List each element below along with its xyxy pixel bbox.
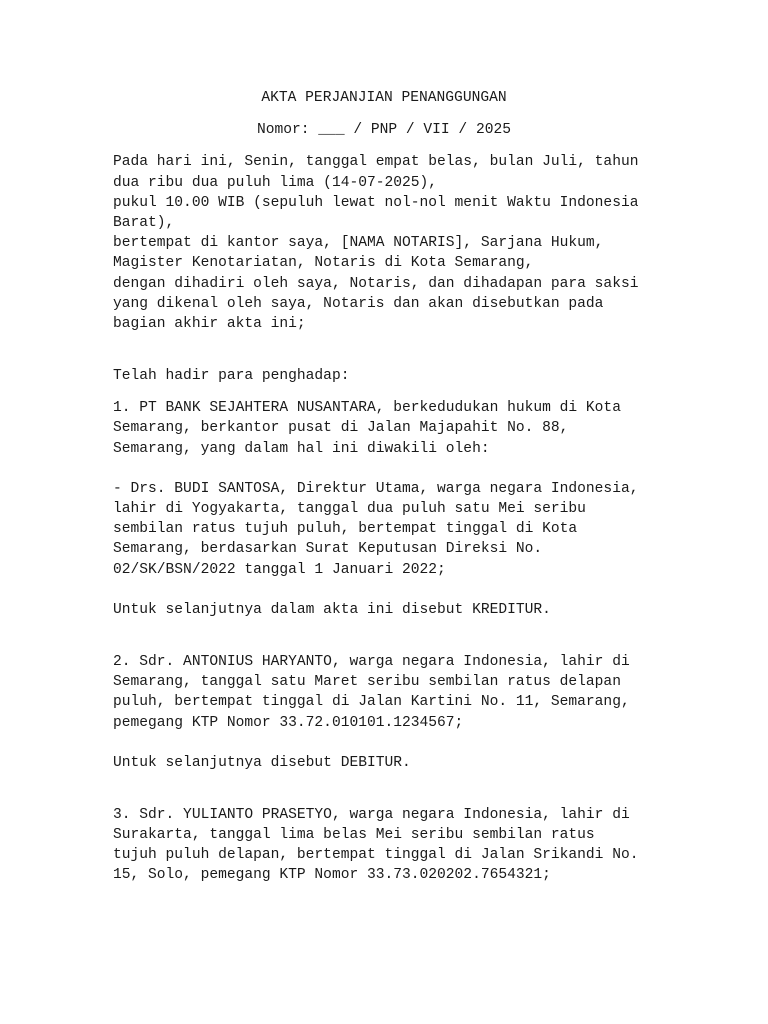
party-3-paragraph — [113, 805, 673, 886]
paragraph-line: bertempat di kantor saya, [NAMA NOTARIS], Sarjana Hukum, — [113, 235, 604, 252]
paragraph-line: Semarang, yang dalam hal ini diwakili oleh: — [113, 440, 490, 457]
party-1-paragraph — [113, 398, 673, 459]
paragraph-line: Pada hari ini, Senin, tanggal empat belas, bulan Juli, tahun — [113, 154, 639, 171]
paragraph-line: Semarang, tanggal satu Maret seribu sembilan ratus delapan — [113, 674, 621, 691]
paragraph-line: Magister Kenotariatan, Notaris di Kota Semarang, — [113, 255, 534, 272]
paragraph-line: Semarang, berdasarkan Surat Keputusan Direksi No. — [113, 541, 543, 558]
opening-paragraph — [113, 152, 673, 334]
paragraph-line: 15, Solo, pemegang KTP Nomor 33.73.020202.7654321; — [113, 867, 551, 884]
party-1-representative — [113, 479, 673, 580]
paragraph-line: pemegang KTP Nomor 33.72.010101.1234567; — [113, 714, 464, 731]
appearers-intro: Telah hadir para penghadap: — [113, 368, 350, 385]
document-page — [113, 88, 673, 886]
paragraph-line: 3. Sdr. YULIANTO PRASETYO, warga negara Indonesia, lahir di — [113, 806, 630, 823]
paragraph-line: puluh, bertempat tinggal di Jalan Kartini No. 11, Semarang, — [113, 694, 630, 711]
paragraph-line: lahir di Yogyakarta, tanggal dua puluh satu Mei seribu — [113, 501, 586, 517]
party-2-role: Untuk selanjutnya disebut DEBITUR. — [113, 754, 411, 771]
party-1-role: Untuk selanjutnya dalam akta ini disebut KREDITUR. — [113, 601, 551, 618]
paragraph-line: Semarang, berkantor pusat di Jalan Majapahit No. 88, — [113, 420, 569, 437]
document-number: Nomor: ___ / PNP / VII / 2025 — [257, 122, 511, 139]
paragraph-line: 2. Sdr. ANTONIUS HARYANTO, warga negara Indonesia, lahir di — [113, 653, 630, 670]
paragraph-line: sembilan ratus tujuh puluh, bertempat tinggal di Kota — [113, 521, 578, 538]
paragraph-line: dua ribu dua puluh lima (14-07-2025), — [113, 174, 438, 191]
paragraph-line: 1. PT BANK SEJAHTERA NUSANTARA, berkedudukan hukum di Kota — [113, 400, 621, 417]
paragraph-line: - Drs. BUDI SANTOSA, Direktur Utama, warga negara Indonesia, — [113, 480, 639, 497]
paragraph-line: tujuh puluh delapan, bertempat tinggal di Jalan Srikandi No. — [113, 847, 639, 864]
paragraph-line: pukul 10.00 WIB (sepuluh lewat nol-nol menit Waktu Indonesia — [113, 194, 639, 211]
paragraph-line: bagian akhir akta ini; — [113, 315, 306, 332]
party-2-paragraph — [113, 652, 673, 733]
paragraph-line: Barat), — [113, 214, 175, 231]
paragraph-line: yang dikenal oleh saya, Notaris dan akan disebutkan pada — [113, 295, 604, 312]
paragraph-line: Surakarta, tanggal lima belas Mei seribu sembilan ratus — [113, 827, 595, 844]
paragraph-line: dengan dihadiri oleh saya, Notaris, dan dihadapan para saksi — [113, 275, 639, 292]
document-title: AKTA PERJANJIAN PENANGGUNGAN — [261, 90, 507, 106]
paragraph-line: 02/SK/BSN/2022 tanggal 1 Januari 2022; — [113, 561, 446, 578]
